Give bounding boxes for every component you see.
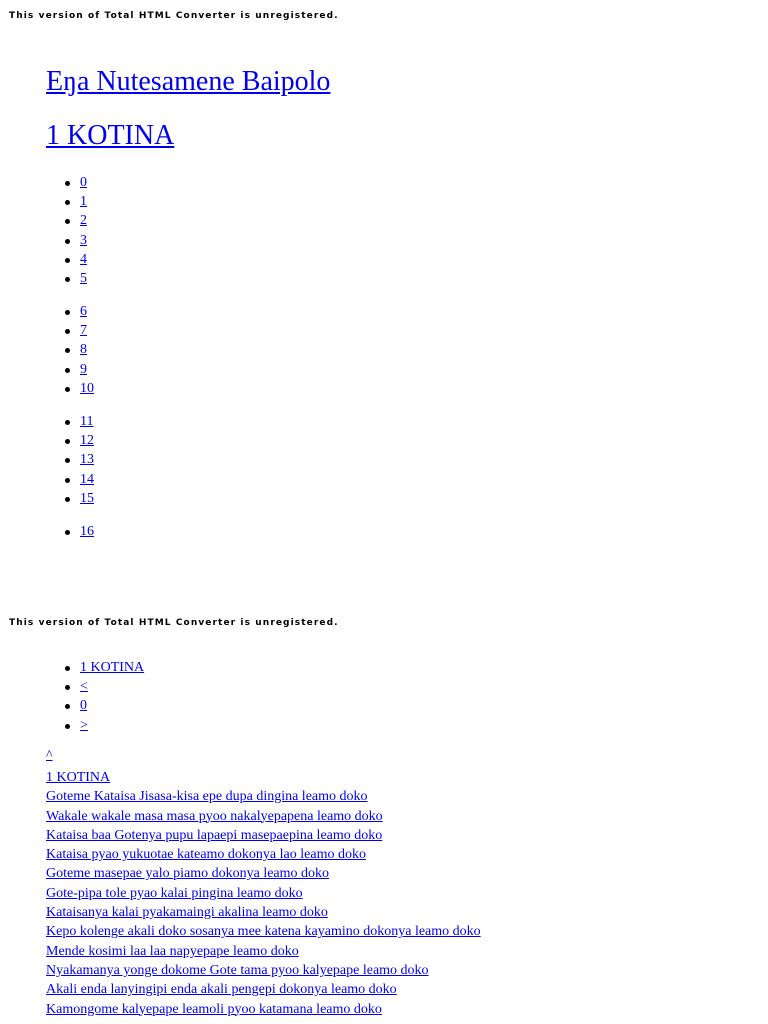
toc-link[interactable]: Kataisa baa Gotenya pupu lapaepi masepaepina leamo doko bbox=[46, 827, 383, 843]
chapter-heading-link[interactable]: 1 KOTINA bbox=[46, 120, 175, 151]
page-link[interactable]: 13 bbox=[80, 452, 94, 468]
page-list-group bbox=[46, 173, 87, 288]
page-list-item bbox=[46, 231, 87, 250]
nav-item bbox=[46, 716, 144, 735]
page-list-item bbox=[46, 321, 94, 340]
page-list-item bbox=[46, 431, 94, 450]
page-list-group bbox=[46, 302, 94, 398]
page-link[interactable]: 5 bbox=[80, 270, 87, 286]
nav-next-link[interactable]: > bbox=[80, 717, 88, 733]
page-link[interactable]: 14 bbox=[80, 471, 94, 487]
nav-item bbox=[46, 677, 144, 696]
page-list-item bbox=[46, 211, 87, 230]
page-link[interactable]: 15 bbox=[80, 490, 94, 506]
page-link[interactable]: 16 bbox=[80, 524, 94, 539]
page-list-item bbox=[46, 379, 94, 398]
page-list-item bbox=[46, 522, 94, 541]
page-list-item bbox=[46, 450, 94, 469]
page-list-item bbox=[46, 173, 87, 192]
page-list-item bbox=[46, 489, 94, 508]
nav-current-page-link[interactable]: 0 bbox=[80, 698, 87, 714]
page-navigation bbox=[46, 658, 144, 735]
page-link[interactable]: 4 bbox=[80, 251, 87, 267]
page-link[interactable]: 2 bbox=[80, 213, 87, 229]
page-link[interactable]: 0 bbox=[80, 175, 87, 190]
page-link[interactable]: 1 bbox=[80, 194, 87, 210]
page-list-item bbox=[46, 340, 94, 359]
nav-prev-link[interactable]: < bbox=[80, 679, 88, 695]
page-list-item bbox=[46, 302, 94, 321]
page-list-item bbox=[46, 192, 87, 211]
page-link[interactable]: 6 bbox=[80, 304, 87, 319]
book-title-link[interactable]: Eŋa Nutesamene Baipolo bbox=[46, 66, 331, 97]
nav-item bbox=[46, 696, 144, 715]
page-link[interactable]: 9 bbox=[80, 361, 87, 377]
up-link[interactable]: ^ bbox=[46, 748, 53, 763]
toc-link[interactable]: Kataisa pyao yukuotae kateamo dokonya lao leamo doko bbox=[46, 847, 366, 863]
unregistered-banner-middle: This version of Total HTML Converter is unregistered. bbox=[9, 618, 339, 628]
page-link[interactable]: 7 bbox=[80, 323, 87, 339]
toc-link[interactable]: Goteme Kataisa Jisasa-kisa epe dupa dingina leamo doko bbox=[46, 789, 368, 805]
toc-link[interactable]: Kepo kolenge akali doko sosanya mee katena kayamino dokonya leamo doko bbox=[46, 924, 481, 940]
toc-link[interactable]: Kamongome kalyepape leamoli pyoo katamana leamo doko bbox=[46, 1001, 382, 1017]
page-link[interactable]: 3 bbox=[80, 232, 87, 248]
page-list-group bbox=[46, 412, 94, 508]
unregistered-banner-top: This version of Total HTML Converter is unregistered. bbox=[9, 11, 339, 21]
page-list-group bbox=[46, 522, 94, 541]
page-list-item bbox=[46, 470, 94, 489]
page-list-item bbox=[46, 269, 87, 288]
toc-link[interactable]: Mende kosimi laa laa napyepape leamo doko bbox=[46, 943, 299, 959]
nav-item bbox=[46, 658, 144, 677]
table-of-contents bbox=[46, 768, 481, 1019]
page-list-item bbox=[46, 412, 94, 431]
toc-link[interactable]: Wakale wakale masa masa pyoo nakalyepapena leamo doko bbox=[46, 808, 383, 824]
toc-link[interactable]: Gote-pipa tole pyao kalai pingina leamo doko bbox=[46, 885, 303, 901]
nav-chapter-link[interactable]: 1 KOTINA bbox=[80, 660, 145, 675]
page-link[interactable]: 11 bbox=[80, 414, 94, 429]
page-link[interactable]: 8 bbox=[80, 342, 87, 358]
page-list-item bbox=[46, 250, 87, 269]
toc-link[interactable]: Kataisanya kalai pyakamaingi akalina leamo doko bbox=[46, 905, 328, 921]
toc-link[interactable]: Goteme masepae yalo piamo dokonya leamo doko bbox=[46, 866, 330, 882]
toc-link[interactable]: Akali enda lanyingipi enda akali pengepi dokonya leamo doko bbox=[46, 982, 397, 998]
page-link[interactable]: 10 bbox=[80, 380, 94, 396]
page-link[interactable]: 12 bbox=[80, 433, 94, 449]
toc-link[interactable]: 1 KOTINA bbox=[46, 770, 111, 785]
page-list-item bbox=[46, 360, 94, 379]
toc-link[interactable]: Nyakamanya yonge dokome Gote tama pyoo kalyepape leamo doko bbox=[46, 962, 429, 978]
